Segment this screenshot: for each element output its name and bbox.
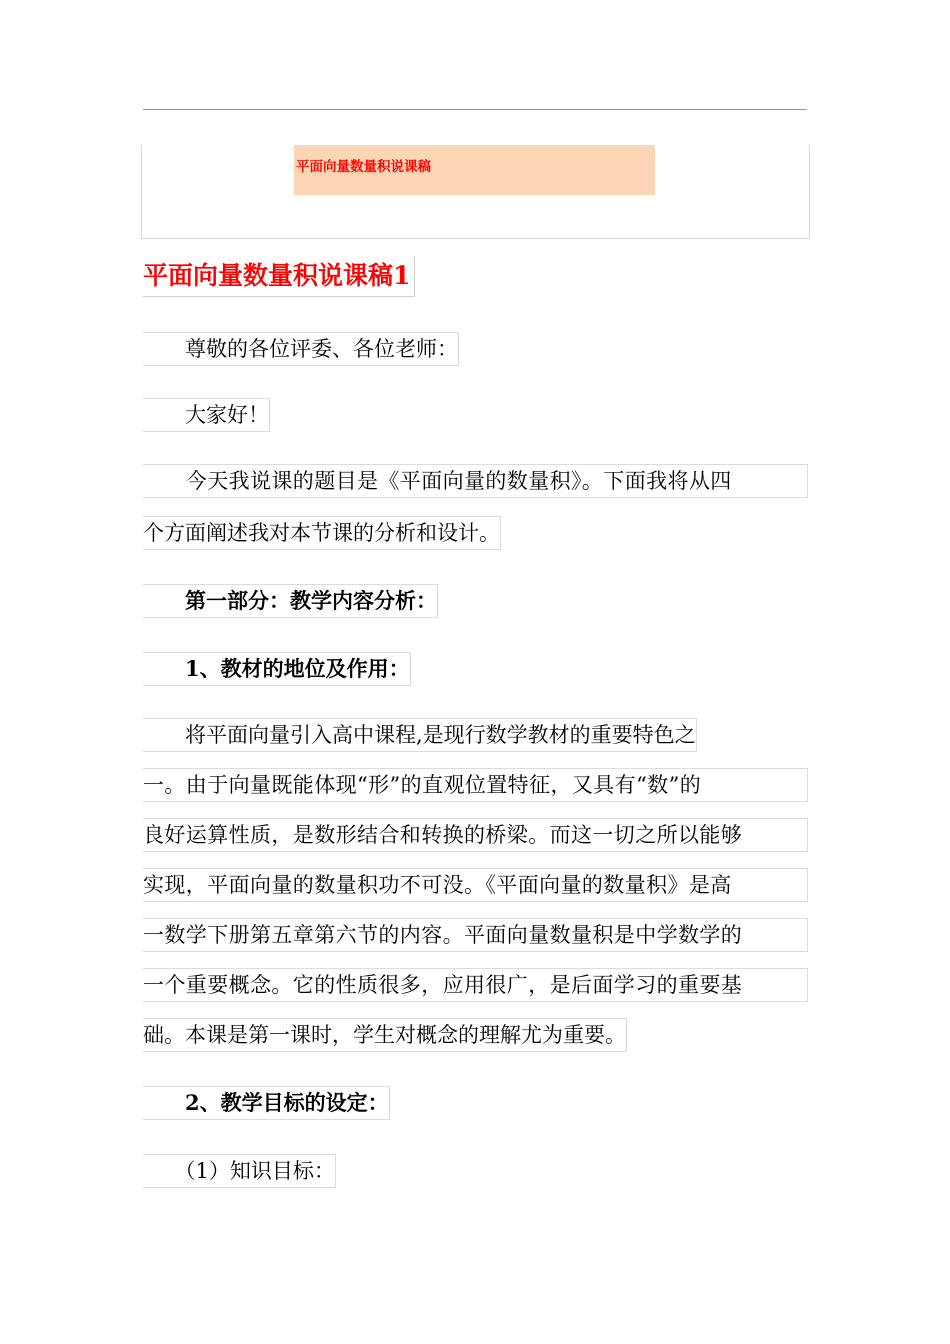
hello-line: 大家好！ bbox=[143, 398, 270, 432]
section-heading: 第一部分：教学内容分析： bbox=[143, 584, 438, 618]
paragraph-line: 一个重要概念。它的性质很多，应用很广，是后面学习的重要基 bbox=[143, 968, 808, 1002]
subsection-heading: 1、教材的地位及作用： bbox=[143, 652, 411, 686]
paragraph-line: 良好运算性质，是数形结合和转换的桥梁。而这一切之所以能够 bbox=[143, 818, 808, 852]
paragraph-line: 个方面阐述我对本节课的分析和设计。 bbox=[143, 516, 501, 550]
header-title: 平面向量数量积说课稿 bbox=[296, 159, 431, 175]
paragraph-line: 础。本课是第一课时，学生对概念的理解尤为重要。 bbox=[143, 1018, 627, 1052]
paragraph-line: 今天我说课的题目是《平面向量的数量积》。下面我将从四 bbox=[143, 464, 808, 498]
paragraph-line: 实现，平面向量的数量积功不可没。《平面向量的数量积》是高 bbox=[143, 868, 808, 902]
greeting-line: 尊敬的各位评委、各位老师： bbox=[143, 332, 459, 366]
header-rule bbox=[143, 109, 807, 110]
paragraph-line: 将平面向量引入高中课程,是现行数学教材的重要特色之 bbox=[143, 718, 697, 752]
subsection-heading: 2、教学目标的设定： bbox=[143, 1086, 390, 1120]
document-title: 平面向量数量积说课稿1 bbox=[143, 256, 415, 297]
list-heading: （1）知识目标： bbox=[143, 1154, 336, 1188]
paragraph-line: 一数学下册第五章第六节的内容。平面向量数量积是中学数学的 bbox=[143, 918, 808, 952]
paragraph-line: 一。由于向量既能体现“形”的直观位置特征，又具有“数”的 bbox=[143, 768, 808, 802]
